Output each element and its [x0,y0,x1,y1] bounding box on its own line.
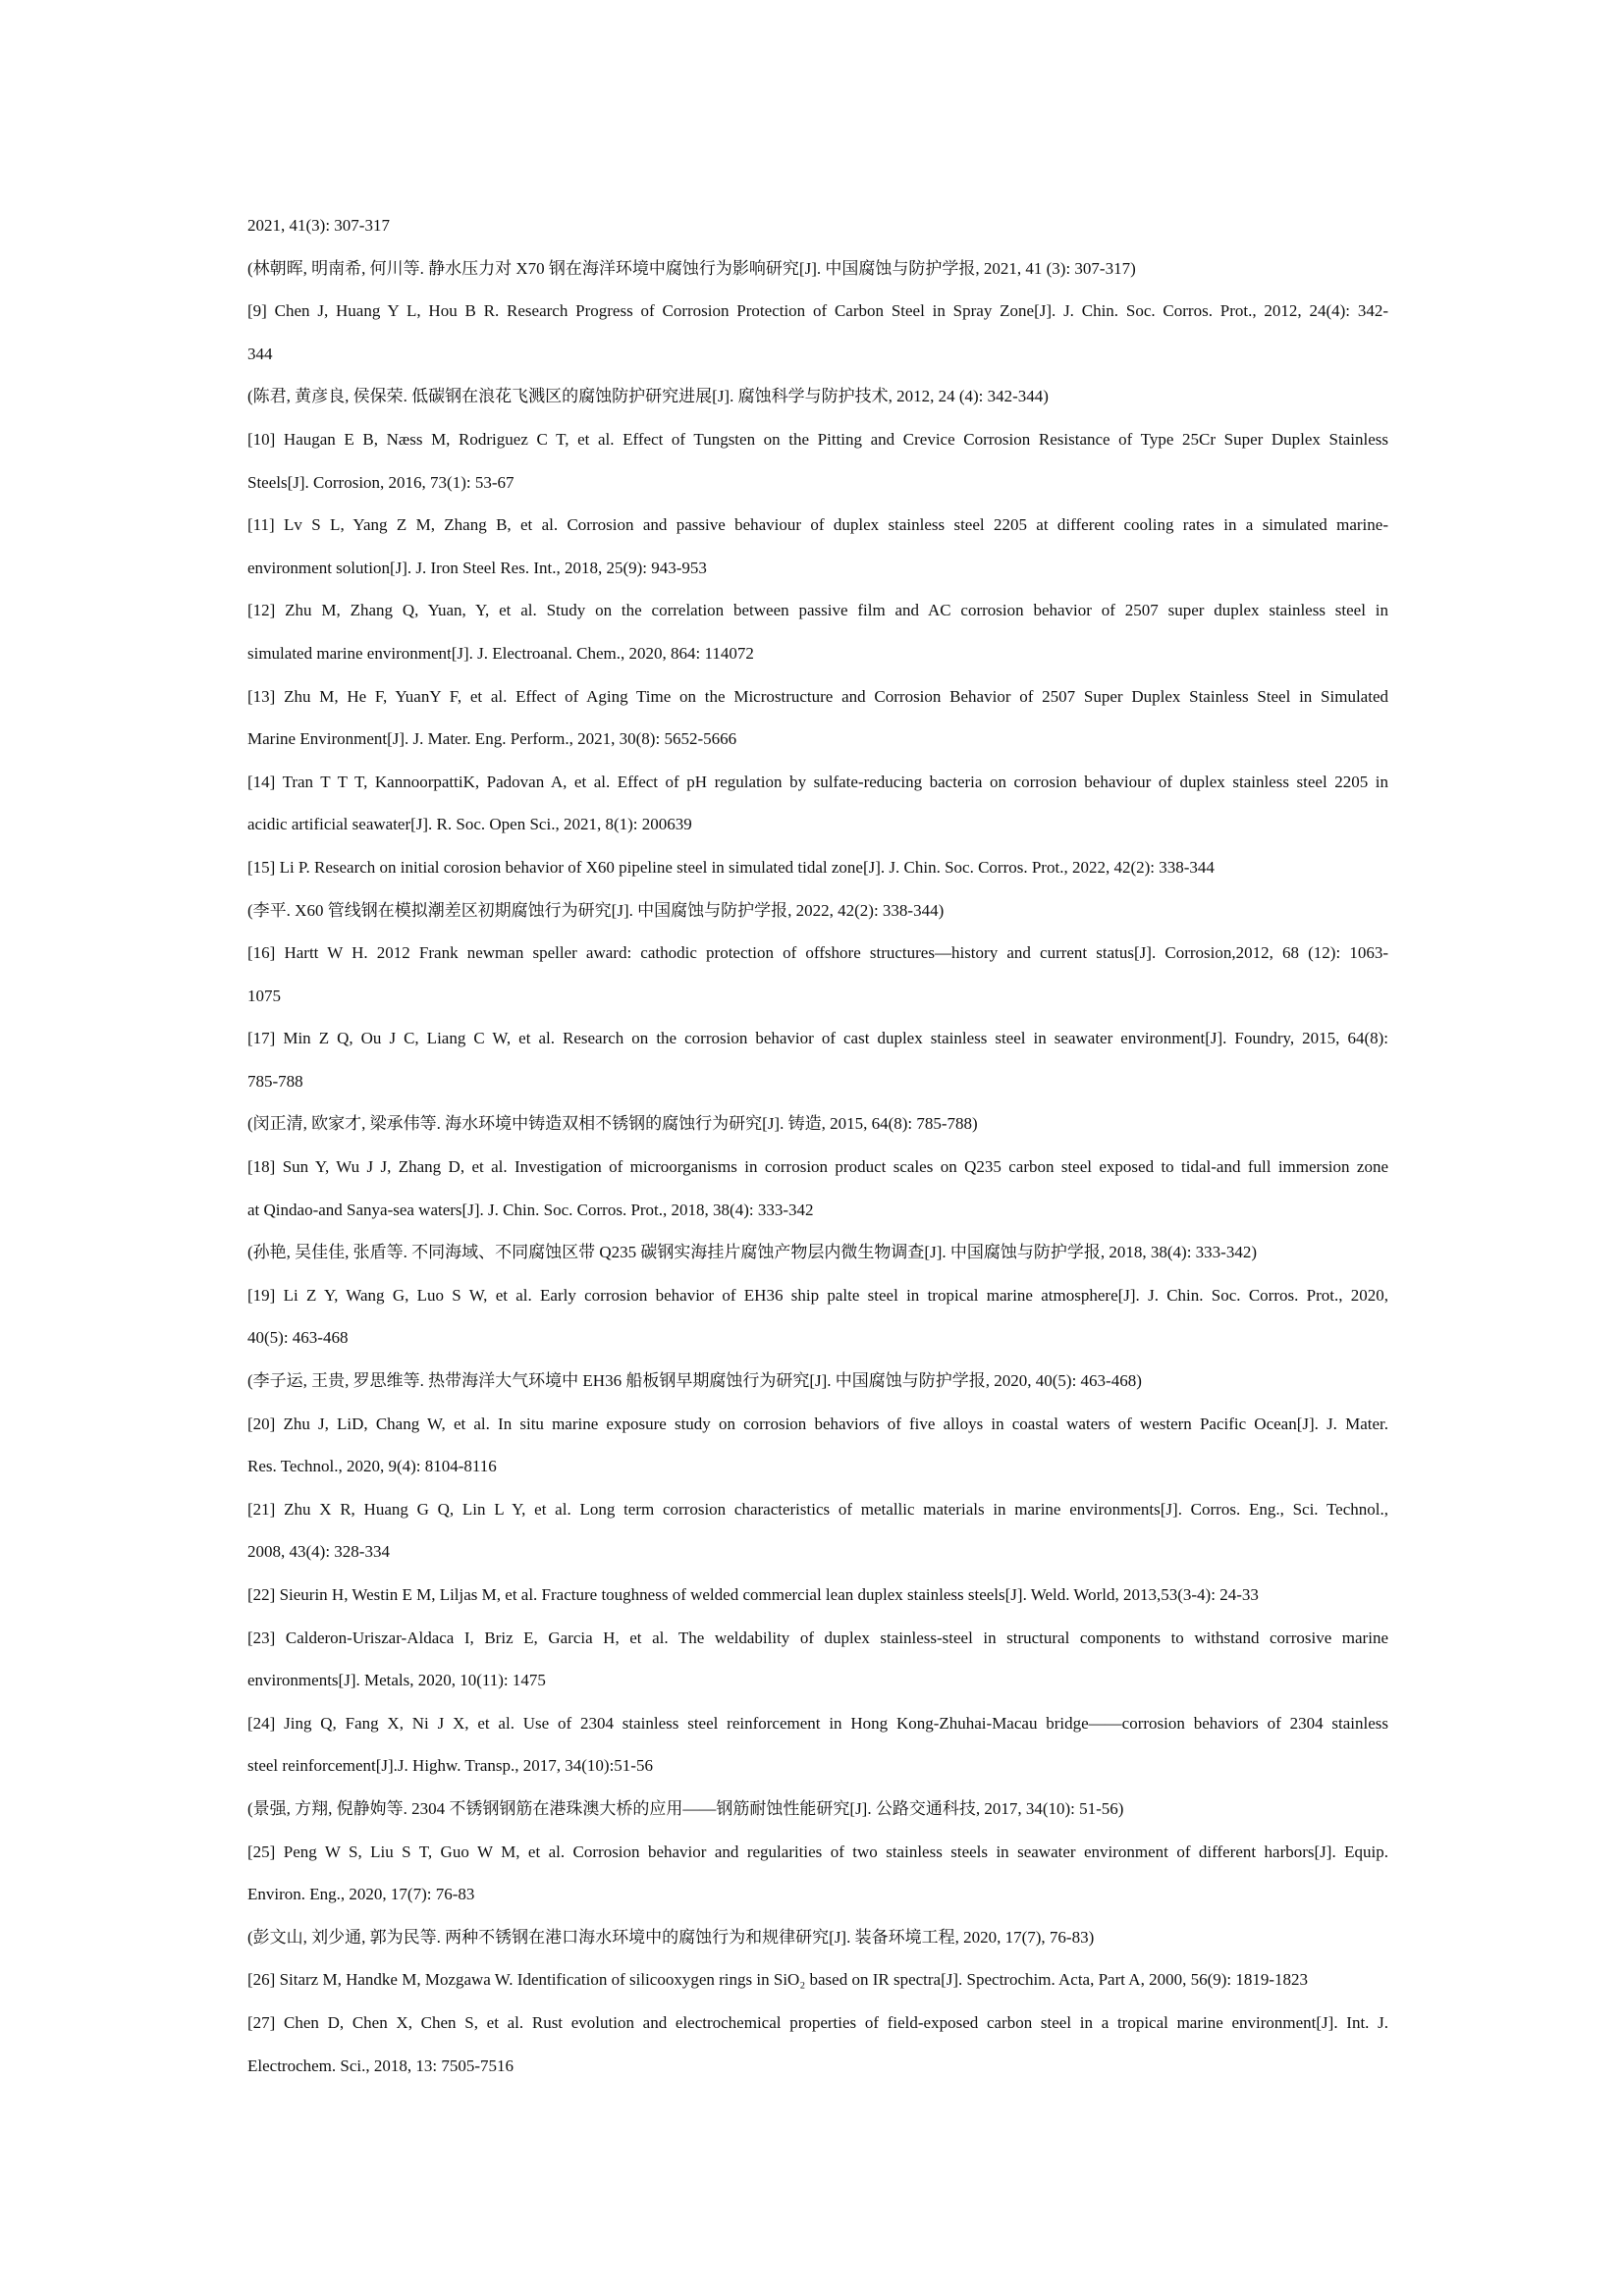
reference-line: environments[J]. Metals, 2020, 10(11): 1475 [247,1671,546,1690]
reference-line: (李平. X60 管线钢在模拟潮差区初期腐蚀行为研究[J]. 中国腐蚀与防护学报, 2022, 42(2): 338-344) [247,900,945,920]
reference-line: [15] Li P. Research on initial corosion behavior of X60 pipeline steel in simulated tidal zone[J]. J. Chin. Soc. Corros. Prot., 2022, 42(2): 338-344 [247,857,1215,877]
reference-line: [25] Peng W S, Liu S T, Guo W M, et al. Corrosion behavior and regularities of two stainless steels in seawater environment of different harbors[J]. Equip. [247,1842,1388,1861]
reference-line: Electrochem. Sci., 2018, 13: 7505-7516 [247,2056,514,2075]
reference-line: Res. Technol., 2020, 9(4): 8104-8116 [247,1457,497,1476]
reference-page [247,204,1388,2087]
reference-line: [16] Hartt W H. 2012 Frank newman speller award: cathodic protection of offshore structures—history and current status[J]. Corrosion,2012, 68 (12): 1063- [247,943,1388,963]
reference-line: [14] Tran T T T, KannoorpattiK, Padovan A, et al. Effect of pH regulation by sulfate-reducing bacteria on corrosion behaviour of duplex stainless steel 2205 in [247,772,1388,791]
reference-line: 2021, 41(3): 307-317 [247,216,390,235]
reference-line: [19] Li Z Y, Wang G, Luo S W, et al. Early corrosion behavior of EH36 ship palte steel in tropical marine atmosphere[J]. J. Chin. Soc. Corros. Prot., 2020, [247,1285,1388,1305]
reference-list [247,204,1388,2087]
reference-line: steel reinforcement[J].J. Highw. Transp., 2017, 34(10):51-56 [247,1756,653,1776]
reference-line: at Qindao-and Sanya-sea waters[J]. J. Chin. Soc. Corros. Prot., 2018, 38(4): 333-342 [247,1200,814,1219]
reference-line: (孙艳, 吴佳佳, 张盾等. 不同海域、不同腐蚀区带 Q235 碳钢实海挂片腐蚀产物层内微生物调查[J]. 中国腐蚀与防护学报, 2018, 38(4): 333-342) [247,1243,1257,1262]
reference-line: Environ. Eng., 2020, 17(7): 76-83 [247,1885,475,1904]
reference-line: [9] Chen J, Huang Y L, Hou B R. Research Progress of Corrosion Protection of Carbon Steel in Spray Zone[J]. J. Chin. Soc. Corros. Prot., 2012, 24(4): 342- [247,301,1388,321]
reference-line: 40(5): 463-468 [247,1328,349,1348]
reference-line: [18] Sun Y, Wu J J, Zhang D, et al. Investigation of microorganisms in corrosion product scales on Q235 carbon steel exposed to tidal-and full immersion zone [247,1157,1388,1177]
reference-line: (陈君, 黄彦良, 侯保荣. 低碳钢在浪花飞溅区的腐蚀防护研究进展[J]. 腐蚀科学与防护技术, 2012, 24 (4): 342-344) [247,387,1049,406]
reference-line: (李子运, 王贵, 罗思维等. 热带海洋大气环境中 EH36 船板钢早期腐蚀行为研究[J]. 中国腐蚀与防护学报, 2020, 40(5): 463-468) [247,1371,1142,1391]
reference-line: [12] Zhu M, Zhang Q, Yuan, Y, et al. Study on the correlation between passive film and AC corrosion behavior of 2507 super duplex stainless steel in [247,601,1388,620]
reference-line: (林朝晖, 明南希, 何川等. 静水压力对 X70 钢在海洋环境中腐蚀行为影响研究[J]. 中国腐蚀与防护学报, 2021, 41 (3): 307-317) [247,258,1136,278]
reference-line: 2008, 43(4): 328-334 [247,1542,390,1562]
reference-line: environment solution[J]. J. Iron Steel Res. Int., 2018, 25(9): 943-953 [247,558,707,577]
reference-line: [20] Zhu J, LiD, Chang W, et al. In situ marine exposure study on corrosion behaviors of five alloys in coastal waters of western Pacific Ocean[J]. J. Mater. [247,1414,1388,1433]
reference-line: [11] Lv S L, Yang Z M, Zhang B, et al. Corrosion and passive behaviour of duplex stainless steel 2205 at different cooling rates in a simulated marine- [247,515,1388,535]
reference-line: (闵正清, 欧家才, 梁承伟等. 海水环境中铸造双相不锈钢的腐蚀行为研究[J]. 铸造, 2015, 64(8): 785-788) [247,1114,978,1134]
reference-line: simulated marine environment[J]. J. Electroanal. Chem., 2020, 864: 114072 [247,643,754,663]
reference-line: 344 [247,344,273,363]
reference-line: [22] Sieurin H, Westin E M, Liljas M, et al. Fracture toughness of welded commercial lean duplex stainless steels[J]. Weld. World, 2013,53(3-4): 24-33 [247,1585,1259,1604]
reference-line: [26] Sitarz M, Handke M, Mozgawa W. Identification of silicooxygen rings in SiO₂ based on IR spectra[J]. Spectrochim. Acta, Part A, 2000, 56(9): 1819-1823 [247,1970,1309,1990]
reference-line: (景强, 方翔, 倪静姁等. 2304 不锈钢钢筋在港珠澳大桥的应用——钢筋耐蚀性能研究[J]. 公路交通科技, 2017, 34(10): 51-56) [247,1798,1124,1818]
reference-line: [10] Haugan E B, Næss M, Rodriguez C T, et al. Effect of Tungsten on the Pitting and Crevice Corrosion Resistance of Type 25Cr Super Duplex Stainless [247,429,1388,449]
reference-line: [23] Calderon-Uriszar-Aldaca I, Briz E, Garcia H, et al. The weldability of duplex stainless-steel in structural components to withstand corrosive marine [247,1628,1388,1647]
reference-line: acidic artificial seawater[J]. R. Soc. Open Sci., 2021, 8(1): 200639 [247,815,692,834]
reference-line: Marine Environment[J]. J. Mater. Eng. Perform., 2021, 30(8): 5652-5666 [247,729,737,749]
reference-line: [24] Jing Q, Fang X, Ni J X, et al. Use of 2304 stainless steel reinforcement in Hong Kong-Zhuhai-Macau bridge——corrosion behaviors of 2304 stainless [247,1713,1388,1733]
reference-line: 1075 [247,986,281,1005]
reference-line: [27] Chen D, Chen X, Chen S, et al. Rust evolution and electrochemical properties of field-exposed carbon steel in a tropical marine environment[J]. Int. J. [247,2012,1388,2032]
reference-line: [17] Min Z Q, Ou J C, Liang C W, et al. Research on the corrosion behavior of cast duplex stainless steel in seawater environment[J]. Foundry, 2015, 64(8): [247,1029,1388,1048]
reference-line: [21] Zhu X R, Huang G Q, Lin L Y, et al. Long term corrosion characteristics of metallic materials in marine environments[J]. Corros. Eng., Sci. Technol., [247,1499,1388,1519]
reference-line: Steels[J]. Corrosion, 2016, 73(1): 53-67 [247,472,514,492]
reference-line: [13] Zhu M, He F, YuanY F, et al. Effect of Aging Time on the Microstructure and Corrosion Behavior of 2507 Super Duplex Stainless Steel in Simulated [247,686,1388,706]
reference-line: 785-788 [247,1071,303,1091]
reference-line: (彭文山, 刘少通, 郭为民等. 两种不锈钢在港口海水环境中的腐蚀行为和规律研究[J]. 装备环境工程, 2020, 17(7), 76-83) [247,1927,1095,1947]
